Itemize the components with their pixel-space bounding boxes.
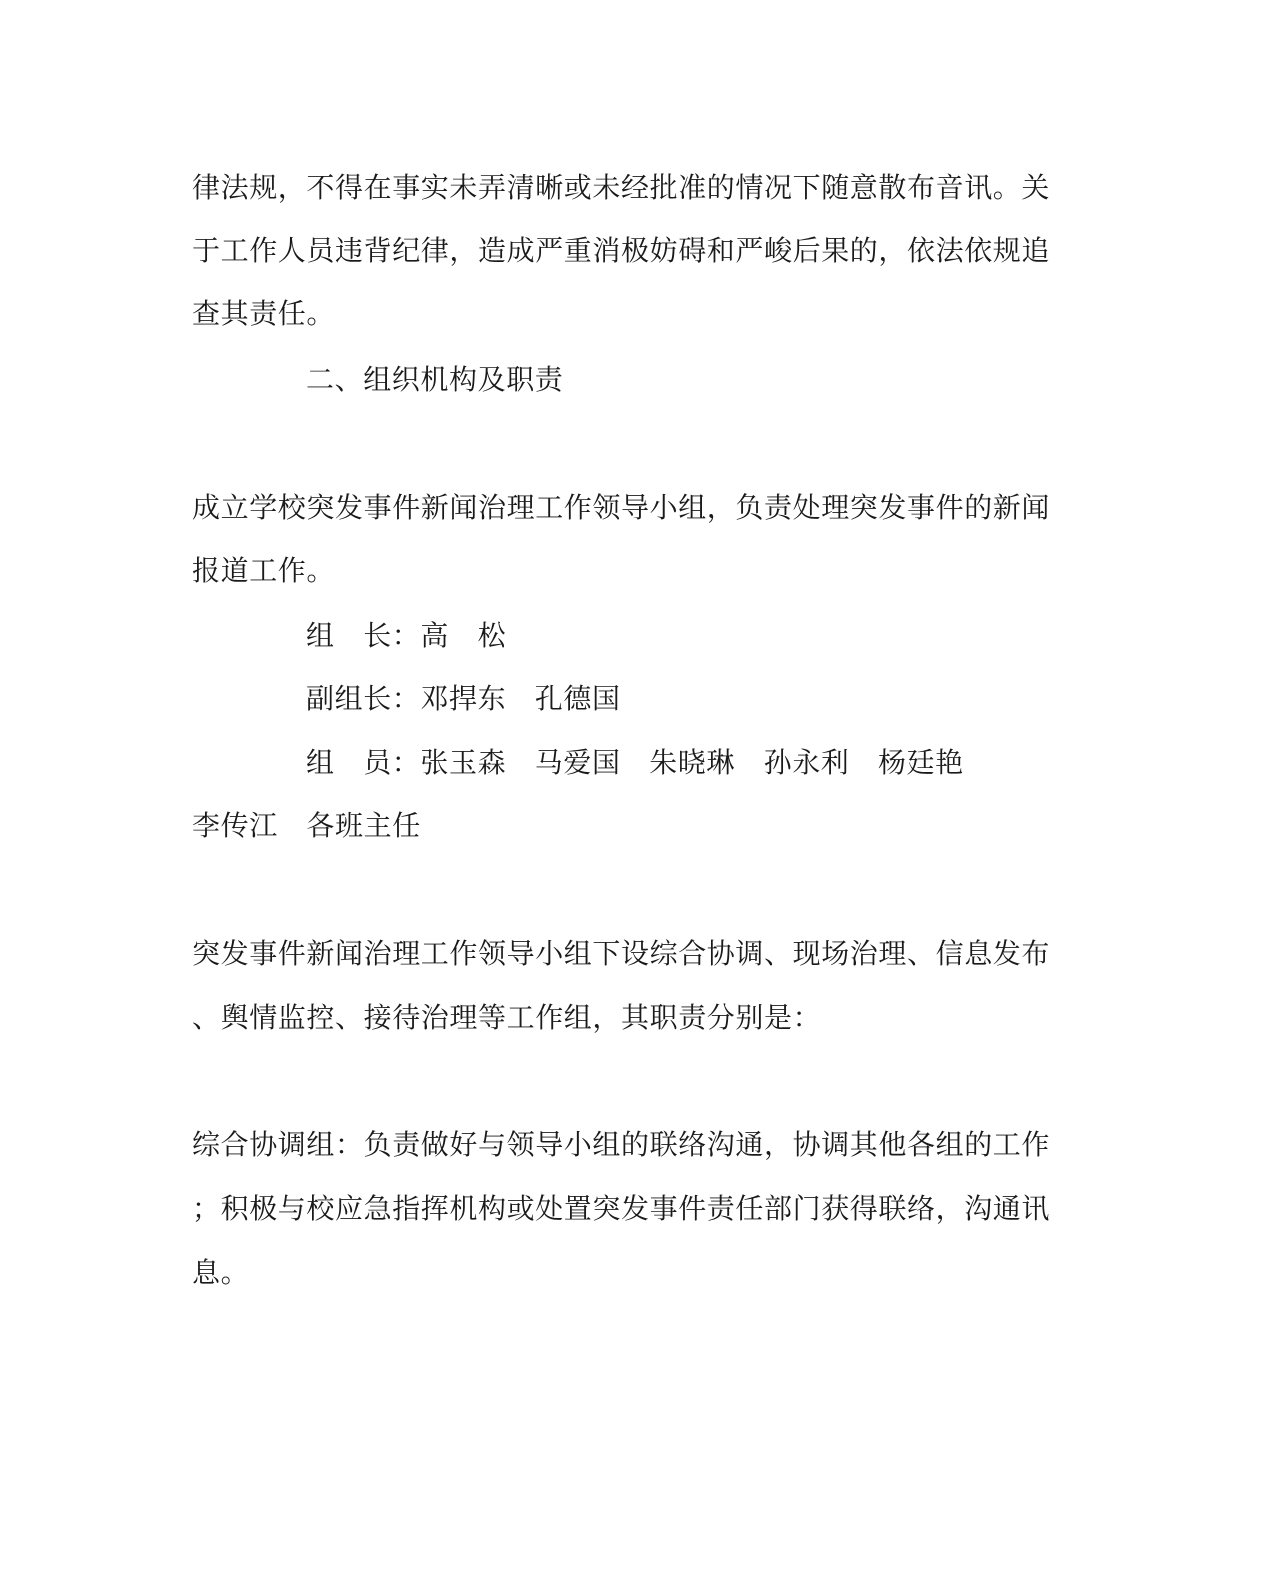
paragraph-3-line-2: 、舆情监控、接待治理等工作组，其职责分别是： — [192, 1001, 822, 1034]
members-line-2: 李传江 各班主任 — [192, 809, 421, 842]
paragraph-4-line-2: ；积极与校应急指挥机构或处置突发事件责任部门获得联络，沟通讯 — [192, 1192, 1051, 1225]
leader-line: 组 长：高 松 — [306, 619, 507, 652]
paragraph-4-line-3: 息。 — [192, 1256, 250, 1289]
deputy-leader-line: 副组长：邓捍东 孔德国 — [306, 682, 621, 715]
members-line-1: 组 员：张玉森 马爱国 朱晓琳 孙永利 杨廷艳 — [306, 746, 964, 779]
section-heading: 二、组织机构及职责 — [306, 363, 564, 396]
paragraph-4-line-1: 综合协调组：负责做好与领导小组的联络沟通，协调其他各组的工作 — [192, 1128, 1051, 1161]
paragraph-1-line-3: 查其责任。 — [192, 297, 336, 330]
paragraph-3-line-1: 突发事件新闻治理工作领导小组下设综合协调、现场治理、信息发布 — [192, 937, 1051, 970]
paragraph-1-line-1: 律法规，不得在事实未弄清晰或未经批准的情况下随意散布音讯。关 — [192, 171, 1051, 204]
paragraph-2-line-2: 报道工作。 — [192, 554, 336, 587]
paragraph-1-line-2: 于工作人员违背纪律，造成严重消极妨碍和严峻后果的，依法依规追 — [192, 234, 1051, 267]
paragraph-2-line-1: 成立学校突发事件新闻治理工作领导小组，负责处理突发事件的新闻 — [192, 491, 1051, 524]
